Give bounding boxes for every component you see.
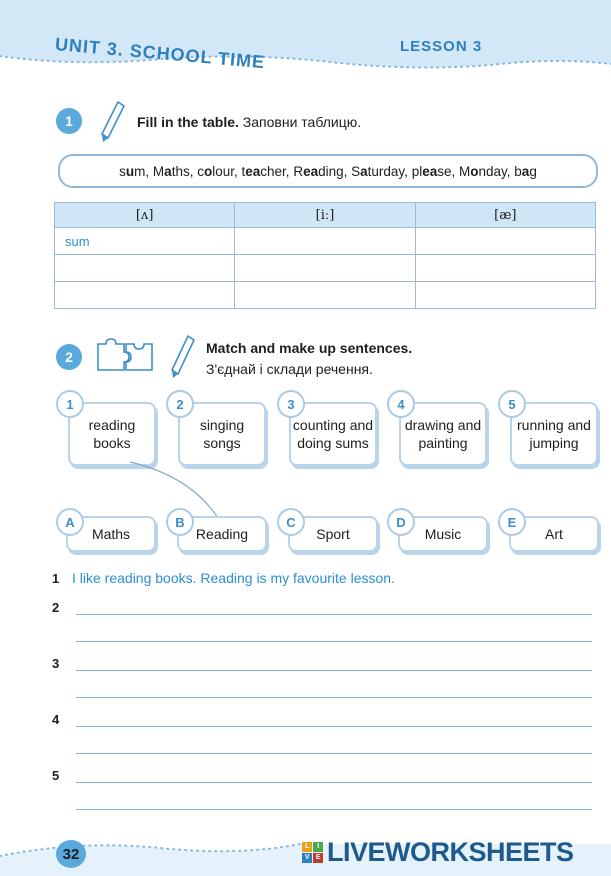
word-item: Saturday, xyxy=(351,163,412,179)
table-cell[interactable] xyxy=(55,255,235,282)
page-number: 32 xyxy=(56,840,86,868)
lesson-card-b[interactable]: Reading xyxy=(177,516,267,552)
answer-line[interactable] xyxy=(76,641,592,642)
brand-logo-icon: L I V E xyxy=(302,842,323,863)
word-item: Reading, xyxy=(293,163,352,179)
word-box xyxy=(58,154,598,188)
activity-tag: 2 xyxy=(166,390,194,418)
lesson-tag: A xyxy=(56,508,84,536)
activity-card-2[interactable]: singing songs xyxy=(178,402,266,466)
lesson-title: LESSON 3 xyxy=(400,38,483,55)
activity-tag: 1 xyxy=(56,390,84,418)
sentence-number: 1 xyxy=(52,571,60,586)
lesson-tag: C xyxy=(277,508,305,536)
table-cell[interactable] xyxy=(415,255,595,282)
answer-line[interactable] xyxy=(76,614,592,615)
activity-card-4[interactable]: drawing and painting xyxy=(399,402,487,466)
activity-tag: 5 xyxy=(498,390,526,418)
sentence-number: 2 xyxy=(52,600,60,615)
table-row xyxy=(55,282,596,309)
word-item: please, xyxy=(411,163,459,179)
word-item: bag xyxy=(514,163,537,179)
word-item: teacher, xyxy=(241,163,294,179)
unit-title: UNIT 3. SCHOOL TIME xyxy=(54,34,266,73)
table-row xyxy=(55,255,596,282)
sentence-number: 3 xyxy=(52,656,60,671)
sentence-number: 5 xyxy=(52,768,60,783)
exercise-2-instruction-ua: З'єднай і склади речення. xyxy=(206,361,373,377)
answer-line[interactable] xyxy=(76,809,592,810)
word-item: colour, xyxy=(197,163,242,179)
activity-card-3[interactable]: counting and doing sums xyxy=(289,402,377,466)
word-item: Maths, xyxy=(152,163,198,179)
brand-name: LIVEWORKSHEETS xyxy=(327,836,574,867)
exercise-1-number: 1 xyxy=(56,108,82,134)
table-cell[interactable] xyxy=(415,228,595,255)
lesson-card-a[interactable]: Maths xyxy=(66,516,156,552)
lesson-card-c[interactable]: Sport xyxy=(288,516,378,552)
exercise-1-instruction-en: Fill in the table. xyxy=(137,114,239,130)
table-cell[interactable] xyxy=(235,282,415,309)
exercise-2-number: 2 xyxy=(56,344,82,370)
table-cell[interactable]: sum xyxy=(55,228,235,255)
activity-card-1[interactable]: reading books xyxy=(68,402,156,466)
table-cell[interactable] xyxy=(235,228,415,255)
pencil-icon xyxy=(96,100,126,144)
example-sentence: I like reading books. Reading is my favourite lesson. xyxy=(72,570,395,586)
table-cell[interactable] xyxy=(235,255,415,282)
answer-line[interactable] xyxy=(76,670,592,671)
word-item: Monday, xyxy=(459,163,515,179)
exercise-1-instruction xyxy=(137,114,361,130)
lesson-card-d[interactable]: Music xyxy=(398,516,488,552)
table-cell[interactable] xyxy=(415,282,595,309)
pencil-icon xyxy=(166,334,196,380)
phonetics-table xyxy=(54,202,596,309)
lesson-tag: B xyxy=(166,508,194,536)
answer-line[interactable] xyxy=(76,753,592,754)
table-header: [iː] xyxy=(235,203,415,228)
answer-line[interactable] xyxy=(76,782,592,783)
activity-card-5[interactable]: running and jumping xyxy=(510,402,598,466)
table-header: [æ] xyxy=(415,203,595,228)
table-header: [ʌ] xyxy=(55,203,235,228)
word-item: sum, xyxy=(119,163,153,179)
answer-line[interactable] xyxy=(76,697,592,698)
table-row xyxy=(55,228,596,255)
sentence-number: 4 xyxy=(52,712,60,727)
exercise-1-instruction-ua: Заповни таблицю. xyxy=(242,114,362,130)
lesson-tag: D xyxy=(387,508,415,536)
activity-tag: 4 xyxy=(387,390,415,418)
lesson-card-e[interactable]: Art xyxy=(509,516,599,552)
exercise-2-instruction-en: Match and make up sentences. xyxy=(206,340,413,356)
table-cell[interactable] xyxy=(55,282,235,309)
answer-line[interactable] xyxy=(76,726,592,727)
brand-logo xyxy=(302,836,574,868)
lesson-tag: E xyxy=(498,508,526,536)
puzzle-icon xyxy=(94,338,156,374)
activity-tag: 3 xyxy=(277,390,305,418)
